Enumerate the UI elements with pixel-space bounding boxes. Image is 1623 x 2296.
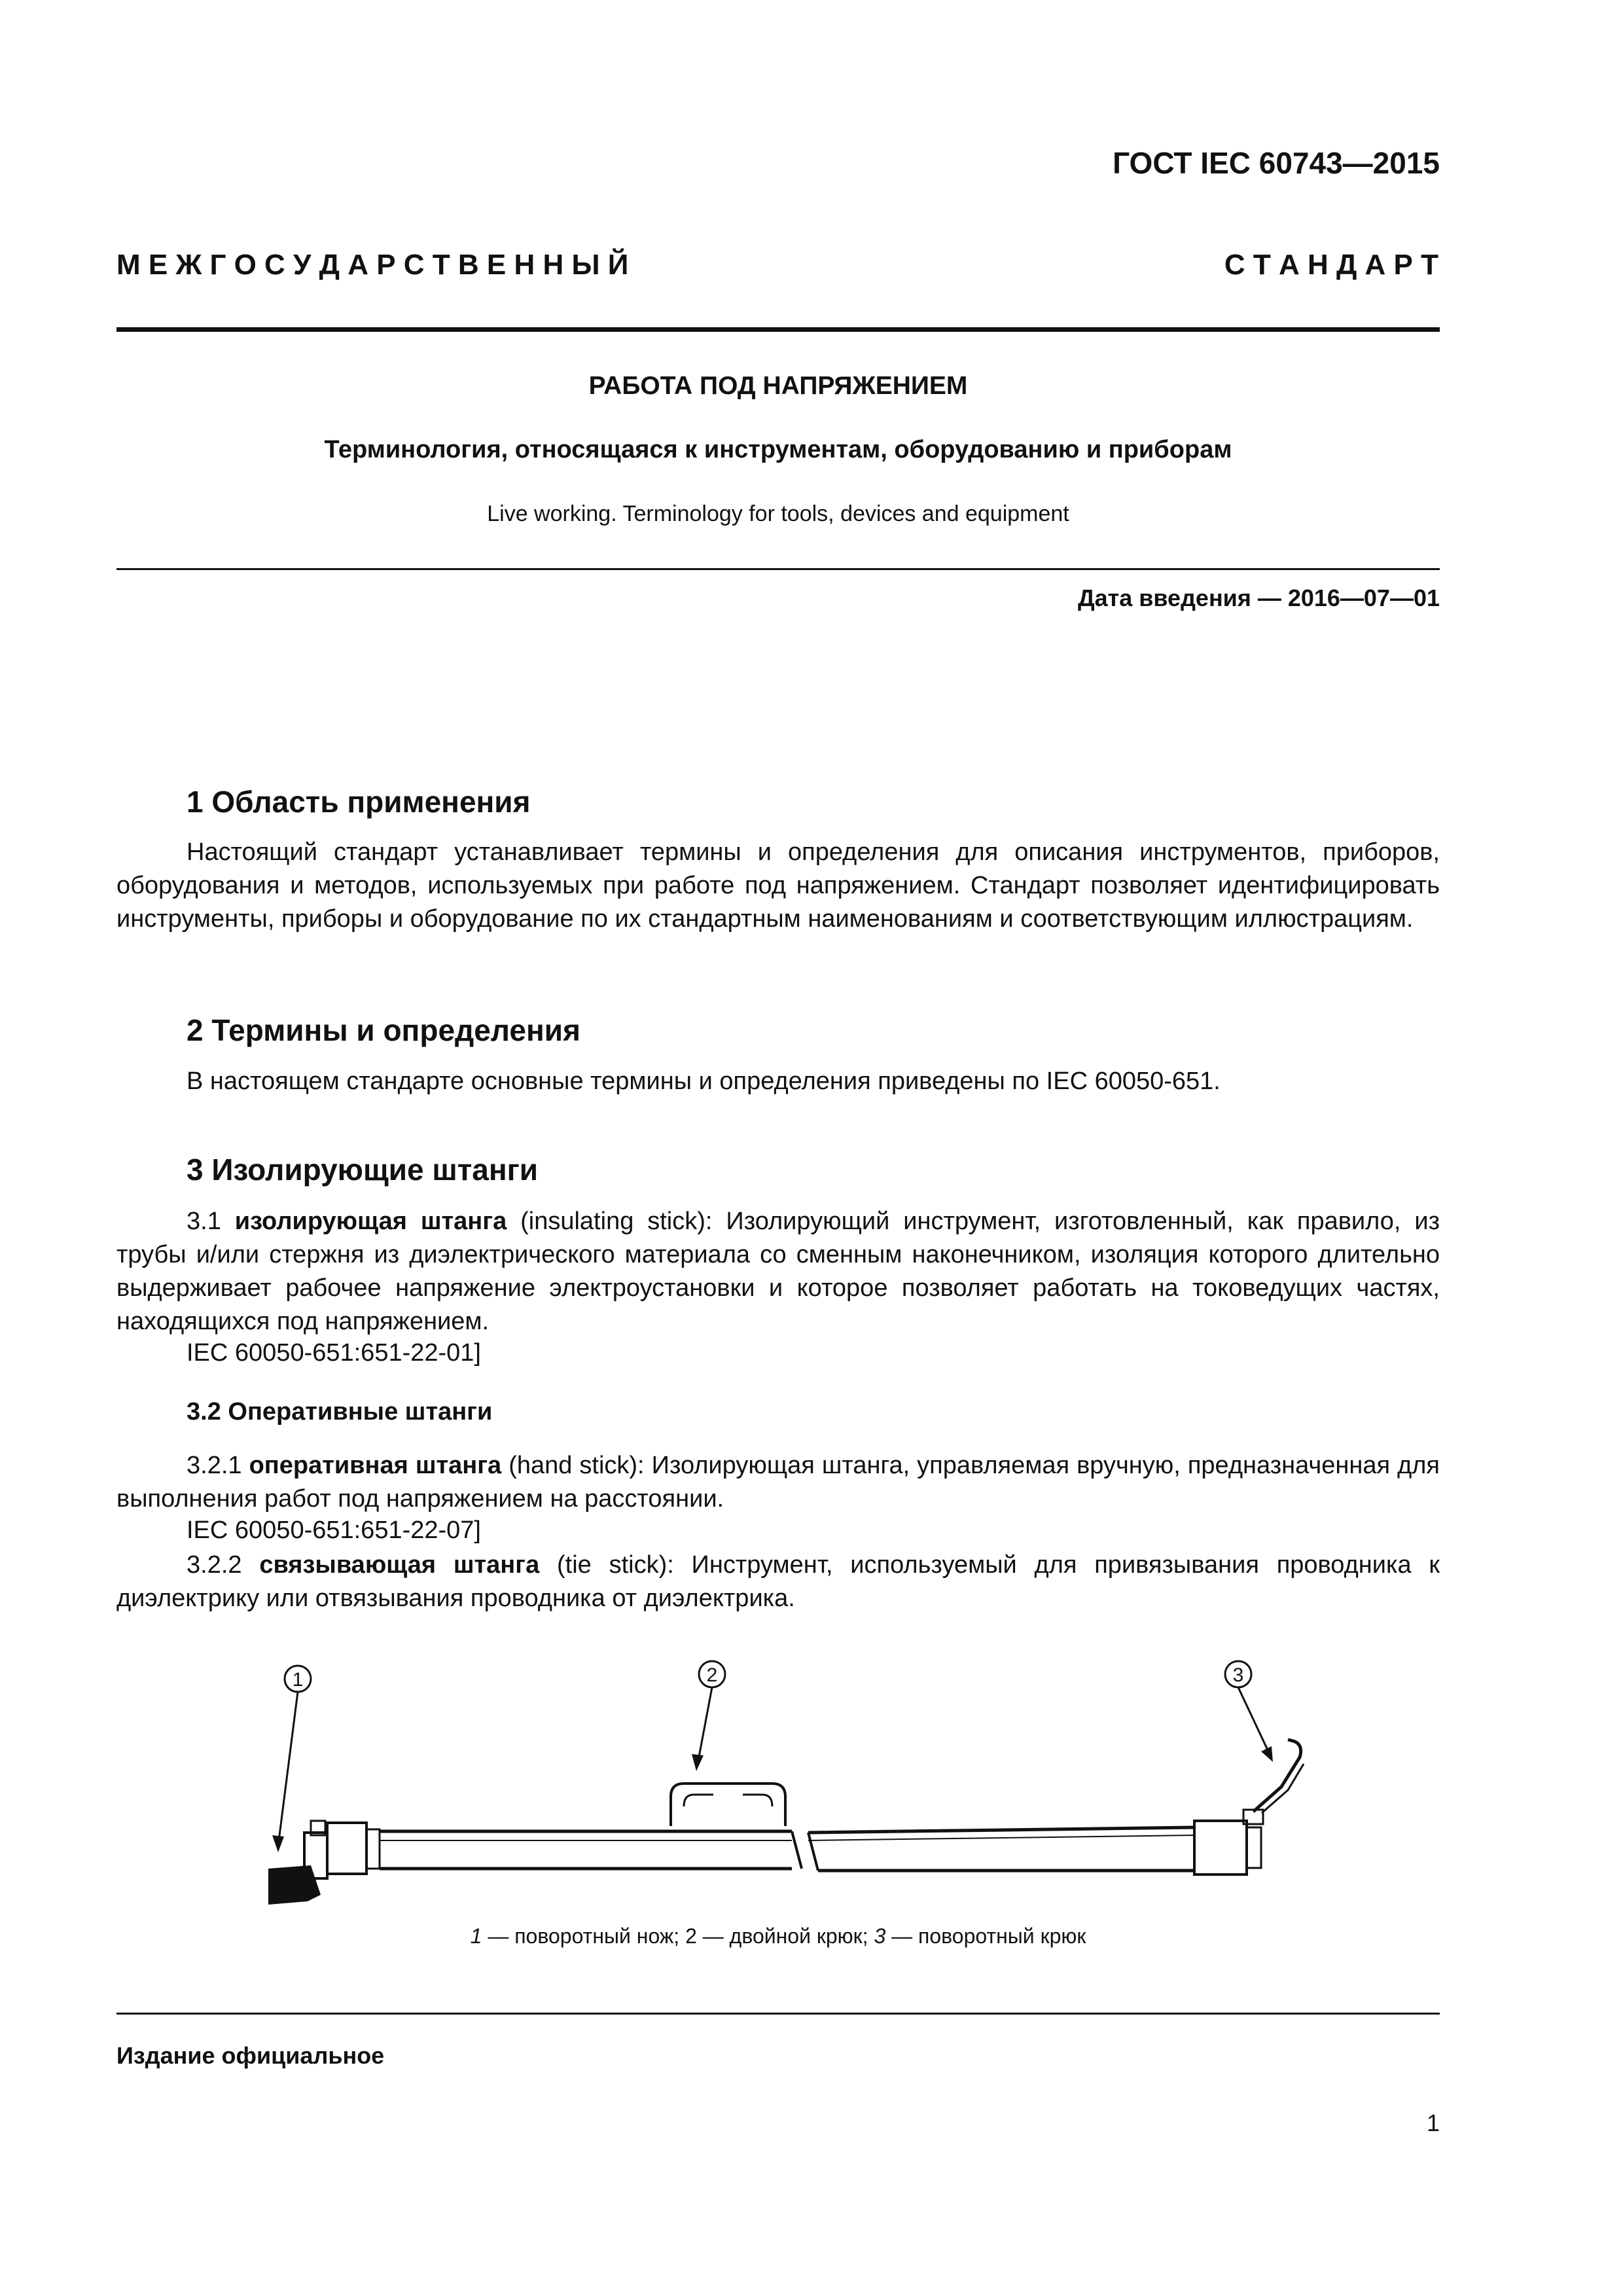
section-3-heading: 3 Изолирующие штанги bbox=[187, 1153, 539, 1187]
stick-shaft-left bbox=[327, 1823, 802, 1874]
section-1-heading: 1 Область применения bbox=[187, 785, 531, 819]
clause-3-2-1-text: (hand stick): Изолирующая штанга, управляемая вручную, предназначенная для выполнения работ под напряжением на расстоянии. bbox=[116, 1452, 1440, 1513]
document-subtitle: Терминология, относящаяся к инструментам, оборудованию и приборам bbox=[324, 436, 1232, 463]
subsection-3-2-heading: 3.2 Оперативные штанги bbox=[187, 1398, 493, 1426]
header-rule bbox=[116, 327, 1440, 332]
rotary-knife bbox=[268, 1821, 327, 1905]
clause-3-2-2 bbox=[116, 1549, 1440, 1615]
interstate-word: М Е Ж Г О С У Д А Р С Т В Е Н Н Ы Й bbox=[116, 249, 629, 281]
caption-item-3-number: 3 bbox=[874, 1924, 886, 1948]
tie-stick-figure bbox=[249, 1649, 1329, 1924]
clause-3-2-1-reference: IEC 60050-651:651-22-07] bbox=[187, 1516, 481, 1544]
clause-3-2-1-term: оперативная штанга bbox=[249, 1452, 502, 1479]
clause-3-2-1 bbox=[116, 1449, 1440, 1516]
callout-2-label: 2 bbox=[706, 1664, 718, 1686]
clause-3-2-2-term: связывающая штанга bbox=[259, 1551, 540, 1579]
section-2-paragraph bbox=[116, 1065, 1440, 1098]
clause-3-1-text: (insulating stick): Изолирующий инструмент, изготовленный, как правило, из трубы и/или стержня из диэлектрического материала со сменным наконечником, изоляция которого длительно выдерживает рабочее напряжение электроустановки и которое позволяет работать на токоведущих частях, находящихся под напряжением. bbox=[116, 1208, 1440, 1335]
callout-2 bbox=[692, 1661, 725, 1771]
section-2-heading: 2 Термины и определения bbox=[187, 1013, 580, 1047]
callout-1 bbox=[272, 1666, 311, 1852]
caption-text-3: — поворотный крюк bbox=[885, 1924, 1086, 1948]
document-number: ГОСТ IEC 60743—2015 bbox=[1113, 146, 1440, 180]
double-hook bbox=[671, 1784, 785, 1826]
introduction-date: Дата введения — 2016—07—01 bbox=[1077, 584, 1440, 611]
caption-text-1: — поворотный нож; 2 — двойной крюк; bbox=[482, 1924, 874, 1948]
page-number: 1 bbox=[1426, 2109, 1440, 2136]
clause-3-1 bbox=[116, 1205, 1440, 1338]
edition-label: Издание официальное bbox=[116, 2042, 385, 2069]
section-1-paragraph bbox=[116, 836, 1440, 936]
standard-word: С Т А Н Д А Р Т bbox=[1224, 249, 1438, 281]
figure-caption bbox=[116, 1924, 1440, 1948]
stick-shaft-right bbox=[808, 1821, 1261, 1874]
clause-3-1-term: изолирующая штанга bbox=[234, 1208, 507, 1235]
clause-3-2-2-text: (tie stick): Инструмент, используемый для привязывания проводника к диэлектрику или отвязывания проводника от диэлектрика. bbox=[116, 1551, 1440, 1612]
section-1-text: Настоящий стандарт устанавливает термины и определения для описания инструментов, приборов, оборудования и методов, используемых при работе под напряжением. Стандарт позволяет идентифицировать инструменты, приборы и оборудование по их стандартным наименованиям и соответствующим иллюстрациям. bbox=[116, 838, 1440, 933]
clause-3-2-2-number: 3.2.2 bbox=[187, 1551, 242, 1579]
clause-3-2-1-number: 3.2.1 bbox=[187, 1452, 242, 1479]
footer-rule bbox=[116, 2013, 1440, 2015]
caption-item-1-number: 1 bbox=[470, 1924, 482, 1948]
callout-3-label: 3 bbox=[1232, 1664, 1244, 1686]
section-2-text: В настоящем стандарте основные термины и определения приведены по IEC 60050-651. bbox=[187, 1067, 1221, 1095]
clause-3-1-reference: IEC 60050-651:651-22-01] bbox=[187, 1339, 481, 1367]
title-rule bbox=[116, 568, 1440, 570]
rotary-hook bbox=[1243, 1740, 1304, 1824]
callout-1-label: 1 bbox=[292, 1669, 304, 1691]
clause-3-1-number: 3.1 bbox=[187, 1208, 221, 1235]
interstate-standard-banner bbox=[116, 249, 1438, 281]
callout-3 bbox=[1225, 1661, 1273, 1762]
english-title: Live working. Terminology for tools, devices and equipment bbox=[487, 501, 1069, 526]
document-title: РАБОТА ПОД НАПРЯЖЕНИЕМ bbox=[588, 372, 968, 400]
